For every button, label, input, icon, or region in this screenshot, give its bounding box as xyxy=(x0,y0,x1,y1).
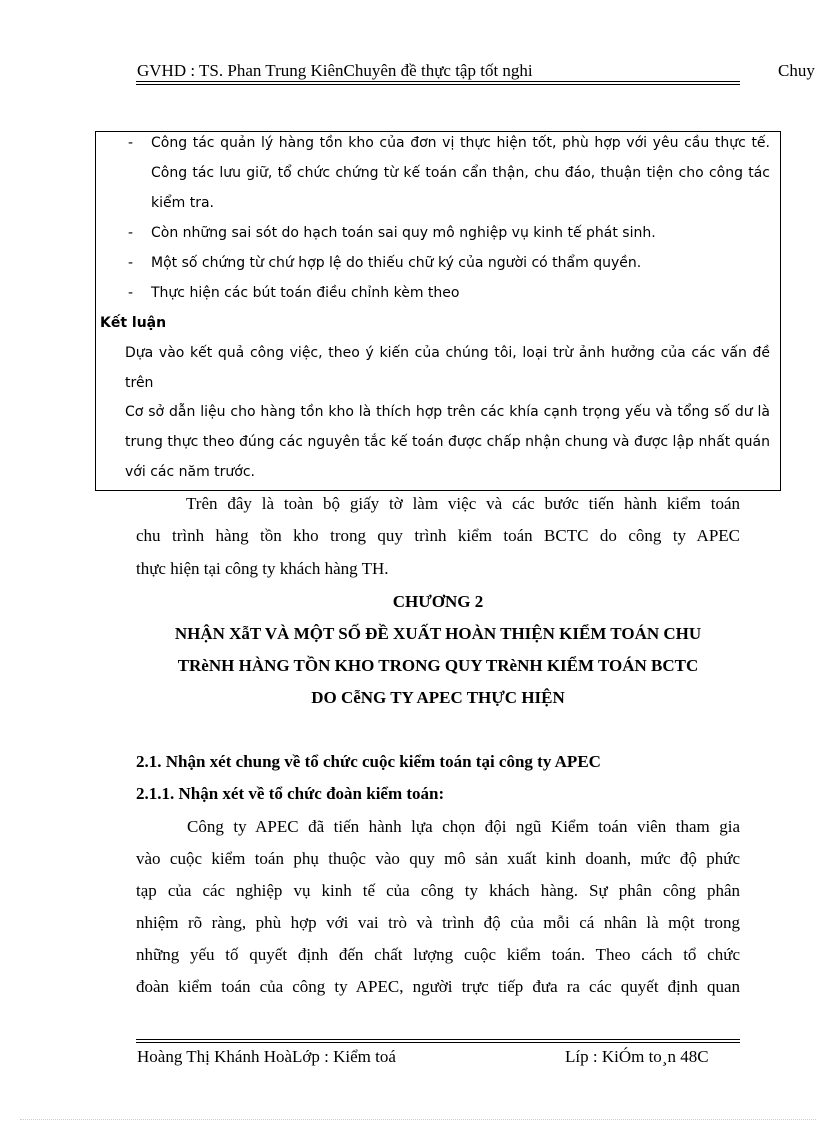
body-line: những yếu tố quyết định đến chất lượng cuộc kiểm toán. Theo cách tổ chức xyxy=(136,945,740,964)
conclusion-line: Cơ sở dẫn liệu cho hàng tồn kho là thích hợp trên các khía cạnh trọng yếu và tổng số dư là xyxy=(125,404,770,420)
footer-left-text: Hoàng Thị Khánh HoàLớp : Kiểm toá xyxy=(137,1047,396,1066)
intro-line: thực hiện tại công ty khách hàng TH. xyxy=(136,559,389,578)
intro-line: Trên đây là toàn bộ giấy tờ làm việc và các bước tiến hành kiểm toán xyxy=(186,494,740,513)
header-left-text: GVHD : TS. Phan Trung KiênChuyên đề thực tập tốt nghi xyxy=(137,61,533,80)
bullet-1-line-3: kiểm tra. xyxy=(151,195,214,211)
body-line: Công ty APEC đã tiến hành lựa chọn đội ngũ Kiểm toán viên tham gia xyxy=(187,817,740,836)
bullet-dash: - xyxy=(128,285,134,301)
conclusion-line: trên xyxy=(125,375,154,391)
footer-rule xyxy=(136,1039,740,1040)
body-line: tạp của các nghiệp vụ kinh tế của công ty khách hàng. Sự phân công phân xyxy=(136,881,740,900)
chapter-title-line: DO CễNG TY APEC THỰC HIỆN xyxy=(311,688,565,707)
bullet-4: Thực hiện các bút toán điều chỉnh kèm theo xyxy=(151,285,460,301)
chapter-title-line: TRèNH HÀNG TỒN KHO TRONG QUY TRèNH KIỂM TOÁN BCTC xyxy=(177,656,699,675)
conclusion-line: với các năm trước. xyxy=(125,464,255,480)
bullet-dash: - xyxy=(128,225,134,241)
chapter-title-line: NHẬN XẫT VÀ MỘT SỐ ĐỀ XUẤT HOÀN THIỆN KIỂM TOÁN CHU xyxy=(174,624,702,643)
section-heading-2-1-1: 2.1.1. Nhận xét về tổ chức đoàn kiểm toán: xyxy=(136,784,445,803)
body-line: nhiệm rõ ràng, phù hợp với vai trò và trình độ của mỗi cá nhân là một trong xyxy=(136,913,740,932)
section-heading-2-1: 2.1. Nhận xét chung về tổ chức cuộc kiểm toán tại công ty APEC xyxy=(136,752,601,771)
conclusion-heading: Kết luận xyxy=(100,315,167,331)
conclusion-line: trung thực theo đúng các nguyên tắc kế toán được chấp nhận chung và được lập nhất quán xyxy=(125,434,770,450)
bullet-dash: - xyxy=(128,255,134,271)
bullet-3: Một số chứng từ chứ hợp lệ do thiếu chữ ký của người có thẩm quyền. xyxy=(151,255,642,271)
header-right-text: Chuy xyxy=(778,61,815,80)
bullet-dash: - xyxy=(128,135,134,151)
chapter-number: CHƯƠNG 2 xyxy=(392,592,484,611)
bullet-1-line-2: Công tác lưu giữ, tổ chức chứng từ kế toán cẩn thận, chu đáo, thuận tiện cho công tác xyxy=(151,165,770,181)
page-bottom-edge xyxy=(20,1119,816,1120)
body-line: vào cuộc kiểm toán phụ thuộc vào quy mô sản xuất kinh doanh, mức độ phức xyxy=(136,849,740,868)
footer-rule-double xyxy=(136,1042,740,1043)
conclusion-line: Dựa vào kết quả công việc, theo ý kiến của chúng tôi, loại trừ ảnh hưởng của các vấn đề xyxy=(125,345,770,361)
body-line: đoàn kiểm toán của công ty APEC, người trực tiếp đưa ra các quyết định quan xyxy=(136,977,740,996)
bullet-2: Còn những sai sót do hạch toán sai quy mô nghiệp vụ kinh tế phát sinh. xyxy=(151,225,656,241)
bullet-1-line-1: Công tác quản lý hàng tồn kho của đơn vị thực hiện tốt, phù hợp với yêu cầu thực tế. xyxy=(151,135,770,151)
intro-line: chu trình hàng tồn kho trong quy trình kiểm toán BCTC do công ty APEC xyxy=(136,526,740,545)
header-rule-double xyxy=(136,84,740,85)
footer-right-text: Líp : KiÓm to¸n 48C xyxy=(565,1047,709,1066)
header-rule xyxy=(136,81,740,82)
